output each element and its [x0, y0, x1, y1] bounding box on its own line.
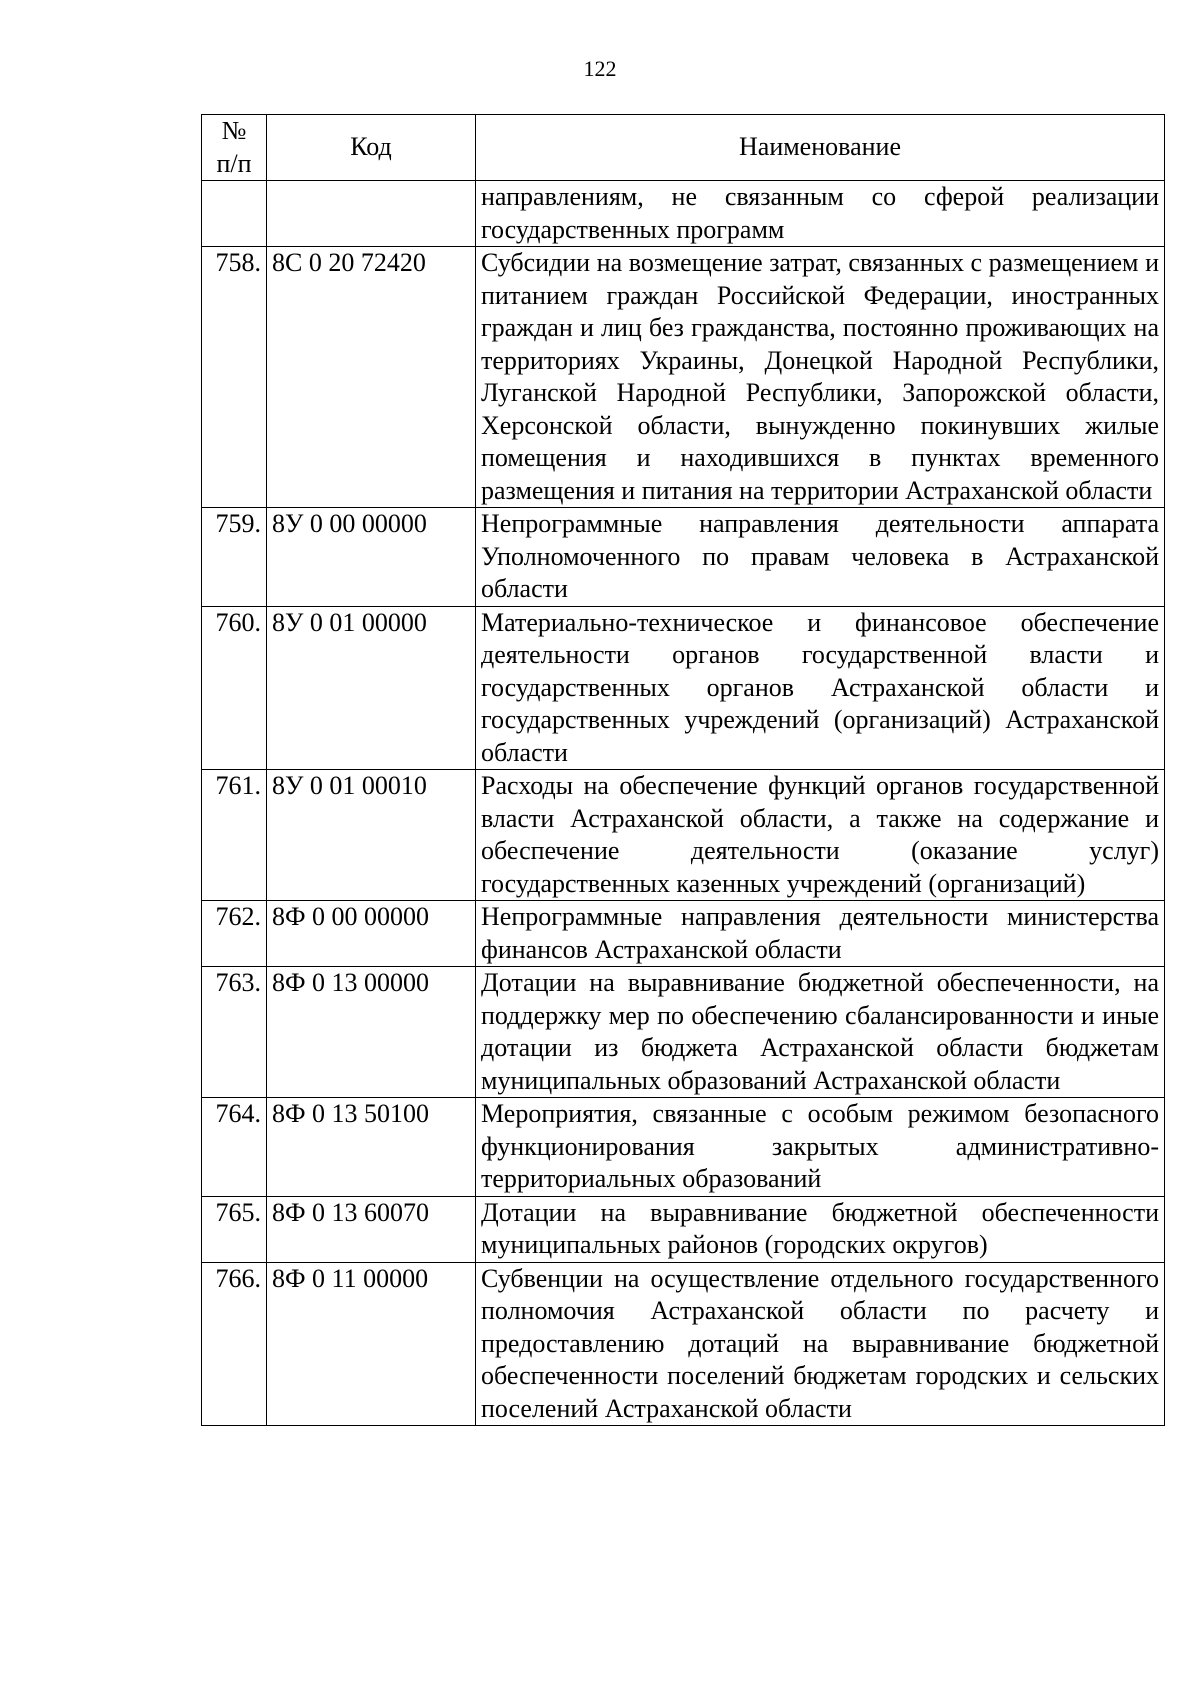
table-row	[202, 1262, 1165, 1426]
row-name: Дотации на выравнивание бюджетной обеспеченности муниципальных районов (городских округов)	[476, 1196, 1165, 1262]
table-header-row	[202, 115, 1165, 181]
table-row	[202, 181, 1165, 247]
table-row	[202, 508, 1165, 607]
row-name: Материально-техническое и финансовое обеспечение деятельности органов государственной власти и государственных органов Астраханской области и государственных учреждений (организаций) Астраханской области	[476, 606, 1165, 770]
row-code: 8У 0 01 00000	[267, 606, 476, 770]
row-number: 766.	[202, 1262, 267, 1426]
row-code: 8У 0 01 00010	[267, 770, 476, 901]
header-number-line1: №	[221, 116, 247, 145]
row-name: Дотации на выравнивание бюджетной обеспеченности, на поддержку мер по обеспечению сбалансированности и иные дотации из бюджета Астраханской области бюджетам муниципальных образований Астраханской области	[476, 967, 1165, 1098]
header-number	[202, 115, 267, 181]
table-row	[202, 247, 1165, 508]
row-code: 8Ф 0 11 00000	[267, 1262, 476, 1426]
row-code: 8Ф 0 13 60070	[267, 1196, 476, 1262]
row-number: 760.	[202, 606, 267, 770]
row-number: 759.	[202, 508, 267, 607]
row-name: Субсидии на возмещение затрат, связанных с размещением и питанием граждан Российской Федерации, иностранных граждан и лиц без гражданства, постоянно проживающих на территориях Украины, Донецкой Народной Республики, Луганской Народной Республики, Запорожской области, Херсонской области, вынужденно покинувших жилые помещения и находившихся в пунктах временного размещения и питания на территории Астраханской области	[476, 247, 1165, 508]
row-code: 8У 0 00 00000	[267, 508, 476, 607]
row-code: 8С 0 20 72420	[267, 247, 476, 508]
header-name: Наименование	[476, 115, 1165, 181]
row-name: Субвенции на осуществление отдельного государственного полномочия Астраханской области по расчету и предоставлению дотаций на выравнивание бюджетной обеспеченности поселений бюджетам городских и сельских поселений Астраханской области	[476, 1262, 1165, 1426]
row-number: 765.	[202, 1196, 267, 1262]
table-row	[202, 606, 1165, 770]
row-code	[267, 181, 476, 247]
header-code: Код	[267, 115, 476, 181]
row-name: Мероприятия, связанные с особым режимом безопасного функционирования закрытых административно-территориальных образований	[476, 1098, 1165, 1197]
row-name: Непрограммные направления деятельности аппарата Уполномоченного по правам человека в Астраханской области	[476, 508, 1165, 607]
page-number: 122	[583, 56, 617, 81]
table-row	[202, 1098, 1165, 1197]
row-number: 762.	[202, 901, 267, 967]
row-code: 8Ф 0 13 00000	[267, 967, 476, 1098]
row-name: Непрограммные направления деятельности министерства финансов Астраханской области	[476, 901, 1165, 967]
table-row	[202, 1196, 1165, 1262]
row-code: 8Ф 0 00 00000	[267, 901, 476, 967]
row-number	[202, 181, 267, 247]
row-name: направлениям, не связанным со сферой реализации государственных программ	[476, 181, 1165, 247]
row-code: 8Ф 0 13 50100	[267, 1098, 476, 1197]
row-number: 761.	[202, 770, 267, 901]
row-number: 758.	[202, 247, 267, 508]
table-row	[202, 770, 1165, 901]
table-row	[202, 967, 1165, 1098]
row-name: Расходы на обеспечение функций органов государственной власти Астраханской области, а также на содержание и обеспечение деятельности (оказание услуг) государственных казенных учреждений (организаций)	[476, 770, 1165, 901]
budget-code-table	[201, 114, 1165, 1426]
header-number-line2: п/п	[216, 148, 252, 178]
row-number: 764.	[202, 1098, 267, 1197]
table-row	[202, 901, 1165, 967]
row-number: 763.	[202, 967, 267, 1098]
